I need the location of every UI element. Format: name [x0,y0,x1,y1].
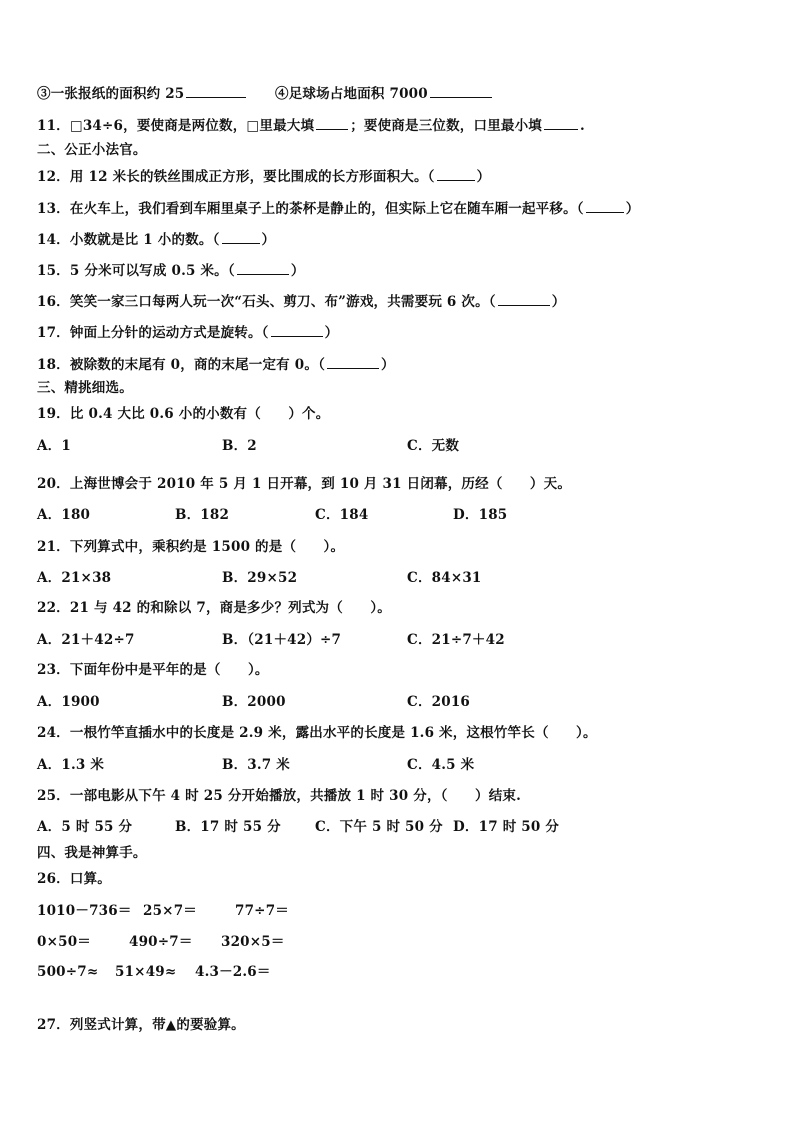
calc-item: 490÷7＝ [129,934,193,950]
option-a[interactable]: A．5 时 55 分 [37,819,133,835]
answer-blank[interactable] [222,229,260,244]
option-d[interactable]: D．185 [453,507,508,523]
option-a[interactable]: A．21＋42÷7 [37,632,135,648]
option-d[interactable]: D．17 时 50 分 [453,819,560,835]
option-b[interactable]: B．3.7 米 [222,757,290,773]
section-4-heading: 四、我是神算手。 [37,845,147,861]
question-19: 19．比 0.4 大比 0.6 小的小数有（ ）个。 [37,406,330,422]
question-17: 17．钟面上分针的运动方式是旋转。（ ） [37,322,338,342]
option-c[interactable]: C．无数 [407,438,460,454]
calc-item: 500÷7≈ [37,964,99,980]
answer-blank[interactable] [430,83,492,98]
calc-item: 51×49≈ [115,964,177,980]
answer-blank[interactable] [316,115,348,130]
question-14: 14．小数就是比 1 小的数。（ ） [37,229,275,249]
option-b[interactable]: B．（21＋42）÷7 [222,632,342,648]
question-24: 24．一根竹竿直插水中的长度是 2.9 米，露出水平的长度是 1.6 米，这根竹竿长（ ）。 [37,725,597,741]
answer-blank[interactable] [544,115,578,130]
option-c[interactable]: C．下午 5 时 50 分 [315,819,443,835]
mental-calc-row-3 [37,963,537,981]
calc-item: 1010－736＝ [37,903,132,919]
question-16: 16．笑笑一家三口每两人玩一次“石头、剪刀、布”游戏，共需要玩 6 次。（ ） [37,291,565,311]
question-24-options [37,756,737,774]
question-21-options [37,569,737,587]
part-3: ③一张报纸的面积约 25 [37,83,248,103]
question-13: 13．在火车上，我们看到车厢里桌子上的茶杯是静止的，但实际上它在随车厢一起平移。（ ） [37,198,639,218]
question-12: 12．用 12 米长的铁丝围成正方形，要比围成的长方形面积大。（ ） [37,166,490,186]
question-26: 26．口算。 [37,871,111,887]
question-25: 25．一部电影从下午 4 时 25 分开始播放，共播放 1 时 30 分，（ ）结束. [37,788,521,804]
question-22: 22．21 与 42 的和除以 7，商是多少？列式为（ ）。 [37,600,392,616]
section-3-heading: 三、精挑细选。 [37,380,133,396]
option-a[interactable]: A．21×38 [37,570,112,586]
question-23-options [37,693,737,711]
question-19-options [37,437,737,455]
question-15: 15．5 分米可以写成 0.5 米。（ ） [37,260,305,280]
answer-blank[interactable] [498,291,550,306]
question-20: 20．上海世博会于 2010 年 5 月 1 日开幕，到 10 月 31 日闭幕，历经（ ）天。 [37,476,572,492]
question-27: 27．列竖式计算，带▲的要验算。 [37,1017,245,1033]
calc-item: 0×50＝ [37,934,91,950]
answer-blank[interactable] [586,198,624,213]
question-23: 23．下面年份中是平年的是（ ）。 [37,662,269,678]
question-25-options [37,818,757,836]
question-20-options [37,506,737,524]
option-a[interactable]: A．1 [37,438,71,454]
calc-item: 77÷7＝ [235,903,289,919]
answer-blank[interactable] [186,83,246,98]
part-4: ④足球场占地面积 7000 [275,83,494,103]
calc-item: 25×7＝ [143,903,197,919]
answer-blank[interactable] [437,166,475,181]
option-b[interactable]: B．29×52 [222,570,298,586]
mental-calc-row-1 [37,902,537,920]
option-c[interactable]: C．21÷7＋42 [407,632,505,648]
calc-item: 4.3－2.6＝ [195,964,271,980]
answer-blank[interactable] [327,354,379,369]
section-2-heading: 二、公正小法官。 [37,142,147,158]
option-b[interactable]: B．2 [222,438,257,454]
question-18: 18．被除数的末尾有 0，商的末尾一定有 0。（ ） [37,354,395,374]
question-22-options [37,631,737,649]
calc-item: 320×5＝ [221,934,285,950]
option-b[interactable]: B．17 时 55 分 [175,819,281,835]
answer-blank[interactable] [237,260,289,275]
option-a[interactable]: A．180 [37,507,91,523]
option-c[interactable]: C．2016 [407,694,471,710]
question-11: 11．□34÷6，要使商是两位数，□里最大填 ；要使商是三位数，口里最小填 . [37,115,585,135]
option-c[interactable]: C．4.5 米 [407,757,475,773]
option-b[interactable]: B．182 [175,507,230,523]
mental-calc-row-2 [37,933,537,951]
option-b[interactable]: B．2000 [222,694,286,710]
answer-blank[interactable] [271,322,323,337]
question-21: 21．下列算式中，乘积约是 1500 的是（ ）。 [37,539,345,555]
option-a[interactable]: A．1900 [37,694,100,710]
option-c[interactable]: C．184 [315,507,369,523]
option-a[interactable]: A．1.3 米 [37,757,105,773]
option-c[interactable]: C．84×31 [407,570,482,586]
